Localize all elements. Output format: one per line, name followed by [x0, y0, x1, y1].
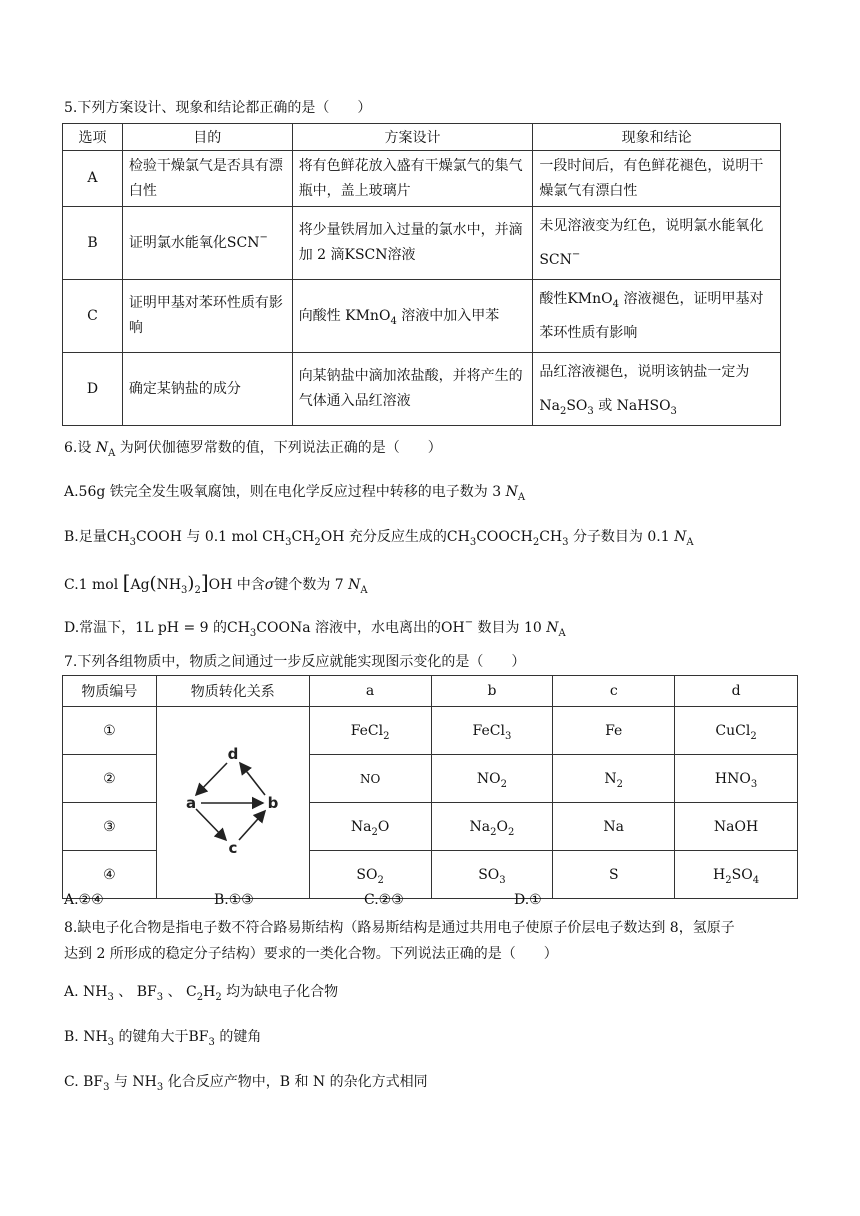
option-label: A — [63, 151, 123, 207]
table-row — [63, 707, 798, 755]
substance-d: $H_2SO_4$ — [675, 851, 798, 899]
arrow-c-to-b — [239, 811, 265, 840]
header-purpose: 目的 — [122, 124, 292, 151]
table-header-row — [63, 676, 798, 707]
choice-b[interactable]: B.①③ — [214, 892, 254, 908]
design-cell: 将有色鲜花放入盛有干燥氯气的集气瓶中，盖上玻璃片 — [292, 151, 533, 207]
header-a: a — [309, 676, 431, 707]
q7-choices — [64, 890, 664, 910]
design-cell: 向某钠盐中滴加浓盐酸，并将产生的气体通入品红溶液 — [292, 353, 533, 426]
q8-option-b: B. $NH_3$ 的键角大于$BF_3$ 的键角 — [64, 1029, 262, 1048]
q8-stem-line2: 达到 2 所形成的稳定分子结构）要求的一类化合物。下列说法正确的是（ ） — [64, 946, 558, 962]
purpose-cell: 证明甲基对苯环性质有影响 — [122, 280, 292, 353]
diagram-label-a: a — [185, 793, 196, 812]
header-result: 现象和结论 — [533, 124, 781, 151]
q8-option-c: C. $BF_3$ 与 $NH_3$ 化合反应产物中，B 和 N 的杂化方式相同 — [64, 1074, 428, 1093]
header-b: b — [431, 676, 553, 707]
design-cell: 向酸性 KMnO$_4$ 溶液中加入甲苯 — [292, 280, 533, 353]
substance-c: $N_2$ — [553, 755, 675, 803]
row-number: ② — [63, 755, 157, 803]
result-cell: 酸性KMnO$_4$ 溶液褪色，证明甲基对苯环性质有影响 — [533, 280, 781, 353]
substance-b: $SO_3$ — [431, 851, 553, 899]
q7-stem: 7.下列各组物质中，物质之间通过一步反应就能实现图示变化的是（ ） — [64, 654, 526, 670]
substance-b: $Na_2O_2$ — [431, 803, 553, 851]
substance-b: $NO_2$ — [431, 755, 553, 803]
diagram-label-c: c — [228, 838, 238, 857]
q6-option-c: C.1 mol $[Ag(NH_3)_2]OH$ 中含σ键个数为 7 $N_A$ — [64, 570, 368, 596]
header-relation: 物质转化关系 — [156, 676, 309, 707]
option-label: B — [63, 207, 123, 280]
result-cell: 一段时间后，有色鲜花褪色，说明干燥氯气有漂白性 — [533, 151, 781, 207]
q5-stem: 5.下列方案设计、现象和结论都正确的是（ ） — [64, 100, 372, 116]
q6-option-d: D.常温下，1L pH = 9 的$CH_3COONa$ 溶液中，水电离出的OH− 数目为 10 $N_A$ — [64, 617, 566, 639]
row-number: ③ — [63, 803, 157, 851]
header-design: 方案设计 — [292, 124, 533, 151]
purpose-cell: 确定某钠盐的成分 — [122, 353, 292, 426]
diagram-label-d: d — [227, 744, 239, 763]
q5-table — [62, 123, 781, 426]
substance-a: $Na_2O$ — [309, 803, 431, 851]
diagram-label-b: b — [267, 793, 279, 812]
row-number: ④ — [63, 851, 157, 899]
header-option: 选项 — [63, 124, 123, 151]
q8-option-a: A. $NH_3$ 、 $BF_3$ 、 $C_2H_2$ 均为缺电子化合物 — [64, 984, 339, 1003]
table-row — [63, 207, 781, 280]
choice-d[interactable]: D.① — [514, 892, 542, 908]
substance-c: Fe — [553, 707, 675, 755]
header-d: d — [675, 676, 798, 707]
row-number: ① — [63, 707, 157, 755]
conversion-diagram — [183, 743, 283, 859]
substance-b: FeCl$_3$ — [431, 707, 553, 755]
table-row — [63, 280, 781, 353]
arrow-b-to-d — [240, 763, 265, 795]
substance-a: FeCl$_2$ — [309, 707, 431, 755]
arrow-d-to-a — [196, 763, 227, 795]
choice-c[interactable]: C.②③ — [364, 892, 404, 908]
purpose-cell: 证明氯水能氧化SCN− — [122, 207, 292, 280]
result-cell: 未见溶液变为红色，说明氯水能氧化SCN− — [533, 207, 781, 280]
substance-a: NO — [309, 755, 431, 803]
choice-a[interactable]: A.②④ — [64, 892, 104, 908]
table-row — [63, 151, 781, 207]
option-label: D — [63, 353, 123, 426]
table-row — [63, 353, 781, 426]
option-label: C — [63, 280, 123, 353]
substance-c: Na — [553, 803, 675, 851]
q6-option-b: B.足量$CH_3COOH$ 与 0.1 mol $CH_3CH_2OH$ 充分反应生成的$CH_3COOCH_2CH_3$ 分子数目为 0.1 $N_A$ — [64, 529, 694, 548]
substance-d: CuCl$_2$ — [675, 707, 798, 755]
q6-stem: 6.设 $N_A$ 为阿伏伽德罗常数的值，下列说法正确的是（ ） — [64, 440, 442, 459]
purpose-cell: 检验干燥氯气是否具有漂白性 — [122, 151, 292, 207]
conversion-diagram-cell — [156, 707, 309, 899]
q8-stem-line1: 8.缺电子化合物是指电子数不符合路易斯结构（路易斯结构是通过共用电子使原子价层电子数达到 8，氢原子 — [64, 920, 735, 936]
substance-a: $SO_2$ — [309, 851, 431, 899]
substance-d: NaOH — [675, 803, 798, 851]
q7-table — [62, 675, 798, 899]
design-cell: 将少量铁屑加入过量的氯水中，并滴加 2 滴KSCN溶液 — [292, 207, 533, 280]
table-header-row — [63, 124, 781, 151]
result-cell: 品红溶液褪色，说明该钠盐一定为 $Na_2SO_3$ 或 NaHSO$_3$ — [533, 353, 781, 426]
arrow-a-to-c — [196, 809, 226, 840]
substance-d: $HNO_3$ — [675, 755, 798, 803]
header-number: 物质编号 — [63, 676, 157, 707]
substance-c: S — [553, 851, 675, 899]
q6-option-a: A.56g 铁完全发生吸氧腐蚀，则在电化学反应过程中转移的电子数为 3 $N_A$ — [64, 484, 526, 503]
header-c: c — [553, 676, 675, 707]
